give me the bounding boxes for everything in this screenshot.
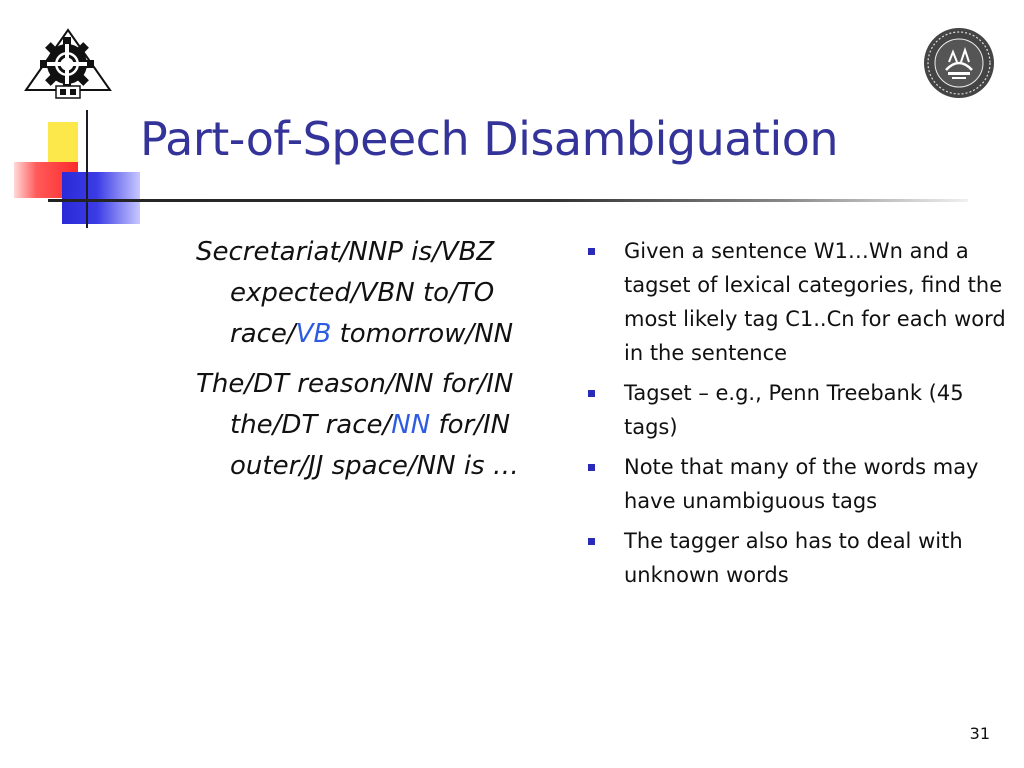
bullet-item <box>586 450 1006 518</box>
decorative-blue-square <box>62 172 140 224</box>
bullet-item <box>586 524 1006 592</box>
sentence-text: tomorrow/NN <box>331 319 514 349</box>
bullet-text: Given a sentence W1…Wn and a tagset of lexical categories, find the most likely tag C1..Cn for each word in the sentence <box>624 239 1006 365</box>
slide-title: Part-of-Speech Disambiguation <box>140 112 839 166</box>
bullet-item <box>586 376 1006 444</box>
highlighted-tag: NN <box>391 410 431 440</box>
sentence-text: for/IN outer/JJ space/NN is … <box>230 410 519 481</box>
square-bullet-icon <box>588 248 595 255</box>
bullet-list <box>586 234 1006 598</box>
bullet-text: Tagset – e.g., Penn Treebank (45 tags) <box>624 381 964 439</box>
square-bullet-icon <box>588 538 595 545</box>
tagged-sentence-2 <box>196 364 556 487</box>
bullet-item <box>586 234 1006 370</box>
title-underline <box>48 199 968 202</box>
sentence-text: The/DT reason/NN for/IN the/DT race/ <box>196 369 514 440</box>
decorative-vertical-line <box>86 110 88 228</box>
square-bullet-icon <box>588 390 595 397</box>
square-bullet-icon <box>588 464 595 471</box>
bullet-text: Note that many of the words may have unambiguous tags <box>624 455 979 513</box>
sentence-text: Secretariat/NNP is/VBZ expected/VBN to/TO race/ <box>196 237 495 349</box>
bullet-text: The tagger also has to deal with unknown words <box>624 529 963 587</box>
gear-university-logo <box>20 26 116 102</box>
tagged-sentences <box>196 232 556 496</box>
university-seal-logo <box>922 26 996 100</box>
page-number: 31 <box>969 724 990 743</box>
decorative-yellow-square <box>48 122 78 162</box>
highlighted-tag: VB <box>295 319 332 349</box>
tagged-sentence-1 <box>196 232 556 355</box>
